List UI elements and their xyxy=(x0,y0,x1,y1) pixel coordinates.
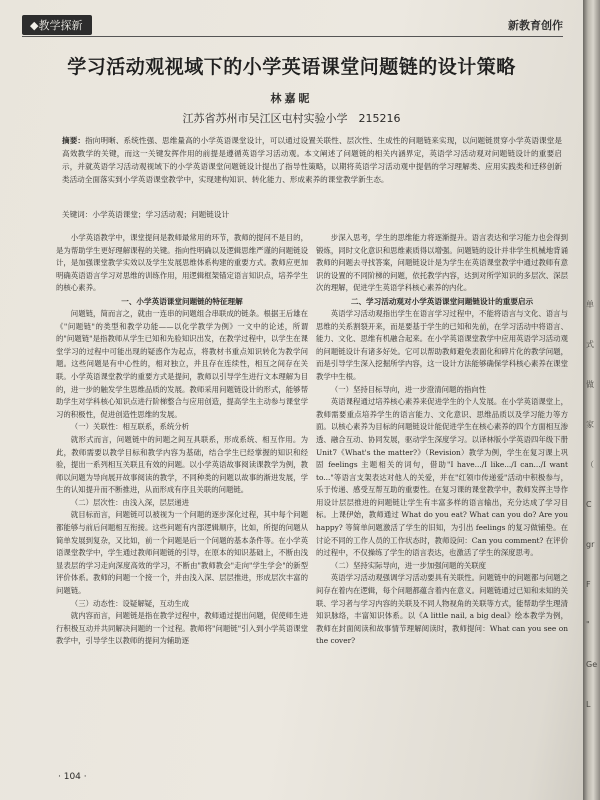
subsection-heading: （三）动态性：设疑解疑，互动生成 xyxy=(70,598,190,608)
edge-text-fragment: 单 xyxy=(586,300,594,309)
page-header xyxy=(22,14,563,37)
body-paragraph: 英语课程通过培养核心素养来促进学生的个人发展。在小学英语课堂上，教师需要重点培养学生的语言能力、文化意识、思维品质以及学习能力等方面。以核心素养为目标的问题链设计能促进学生在核心素养的四个方面相互渗透、融合互动、协同发展，驱动学生深度学习。以译林版小学英语四年级下册 Unit7《What's the matter?》（Revision）教学为例，学生在复习课上巩固 feelings 主题相关的词句，借助"I have.../I like.../I can.../I want to..."等语言支架表达对他人的关爱，并在"红领巾传递爱"活动中积极参与，乐于传递、感受互帮互助的重要性。在复习课的课堂教学中，教师发挥主导作用设计层层推进的问题链让学生有丰富多样的语言输出，充分达成了学习目标。上课伊始，教师通过 What do you eat? What can you do? Are you happy? 等简单问题激活了学生的旧知，为引出 feelings 的复习做铺垫。在讨论不同的工作人员的工作状态时，教师设问：Can you comment? 在评价的过程中，不仅操练了学生的语言表达，也激活了学生的深度思考。 xyxy=(316,397,568,558)
author-affiliation: 江苏省苏州市吴江区屯村实验小学 215216 xyxy=(182,112,401,125)
edge-text-fragment: Ge xyxy=(586,660,598,669)
keywords-label: 关键词： xyxy=(62,210,93,219)
article-author: 林嘉昵 xyxy=(270,92,313,105)
edge-text-fragment: F xyxy=(586,580,591,589)
edge-text-fragment: gr xyxy=(586,540,595,549)
journal-brand: 新教育创作 xyxy=(508,19,563,32)
abstract-label: 摘要： xyxy=(62,136,86,145)
edge-text-fragment: " xyxy=(586,620,590,629)
subsection-heading: （二）层次性：由浅入深，层层递进 xyxy=(70,497,190,507)
abstract xyxy=(62,134,562,186)
body-paragraph: 英语学习活动观强调学习活动要具有关联性。问题链中的问题都与问题之间存在着内在逻辑，每个问题都蕴含着内在意义。问题链通过已知和未知的关联、学习者与学习内容的关联及不同人物视角的关联等方式，能帮助学生理清知识脉络，丰富知识体系。以《A little nail, a big deal》绘本教学为例，教师在封面阅读和故事情节理解阅读时，教师提问：What can you see on the cover? xyxy=(316,573,568,646)
edge-text-fragment: （ xyxy=(586,460,594,469)
edge-text-fragment: C xyxy=(586,500,592,509)
body-column-left xyxy=(56,232,308,762)
keywords-text: 小学英语课堂；学习活动观；问题链设计 xyxy=(92,210,230,219)
page-number: · 104 · xyxy=(58,772,87,782)
adjacent-page-edge xyxy=(583,0,600,800)
body-paragraph: 就形式而言，问题链中的问题之间互具联系，形成系统、相互作用。为此，教师需要以教学目标和教学内容为基础，结合学生已经掌握的知识和经验，提出一系列相互关联且有效的问题。以小学英语故事阅读课教学为例，教师以问题为导向展开故事阅读的教学，不同种类的问题以故事的渐进发展，学生的认知提升而不断推进，从而形成有序且关联的问题链。 xyxy=(56,434,308,495)
abstract-text: 指向明晰、系统性强、思维量高的小学英语课堂设计，可以通过设置关联性、层次性、生成性的问题链来实现，以问题链贯穿小学英语课堂是高效教学的关键，而这一关键发挥作用的前提是遵循英语学习活动观。本文阐述了问题链的相关内涵界定，英语学习活动观对问题链设计的重要启示，并就英语学习活动观视域下的小学英语课堂问题链设计提出了指导性策略，以期将英语学习活动观中提倡的学习理解类、应用实践类和迁移创新类活动全面落实到小学英语课堂教学中，实现建构知识、转化能力、形成素养的课堂教学新生态。 xyxy=(62,136,563,184)
body-paragraph: 问题链，简而言之，就由一连串的问题组合串联成的链条。根据王后雄在《"问题链"的类型和教学功能——以化学教学为例》一文中的论述，所谓的"问题链"是指教师从学生已知和先验知识出发，在教学过程中，以学生在课堂学习的过程中可能出现的疑惑作为起点，将教材书重点知识转化为教学问题。这些问题是有中心性的，相对独立，并且存在连续性，相互之间存在关联。小学英语课堂教学的重要方式是提问，教师以引导学生进行文本理解为目的，进一步的触发学生思维品质的发展。教师采用问题链设计的形式，能够帮助学生对学科核心知识点进行阶梯整合与应用创造，提高学生主动参与课堂学习的积极性，促进创造性思维的发展。 xyxy=(56,308,308,419)
body-column-right xyxy=(316,232,568,762)
body-paragraph: 英语学习活动观指出学生在语言学习过程中，不能将语言与文化、语言与思维的关系割裂开来，而是要基于学生的已知和先前，在学习活动中将语言、能力、文化、思维有机融合起来。在小学英语课堂教学中应用英语学习活动观的问题链设计有诸多好处。它可以帮助教师避免表面化和碎片化的教学问题，而是引导学生深入挖掘所学内容，这一设计方法能够确保学科核心素养在课堂教学中生根。 xyxy=(316,308,568,381)
subsection-heading: （一）坚持目标导向，进一步澄清问题的指向性 xyxy=(330,384,487,394)
body-paragraph: 小学英语教学中，课堂提问是教师最常用的环节，教师的提问不是目的，是为帮助学生更好理解课程的关键。指向性明确以及逻辑思维严谨的问题链设计，是加强课堂教学实效以及学生发展思维体系构建的重要方式。教师应更加明确英语语言学习对思维的训练作用，用逻辑框架锚定语言知识点，培养学生的核心素养。 xyxy=(56,233,308,293)
body-paragraph: 步深入思考，学生的思维能力将逐渐提升。语言表达和学习能力也会得到锻炼，同时文化意识和思维素质得以增强。问题链的设计并非学生机械地背诵教师的问题去寻找答案，问题链设计是为学生在英语课堂教学中通过教师有意识的设置的不同阶梯的问题，依托教学内容，达到对所学知识的多层次、深层次的理解，促进学生英语学科核心素养的内化。 xyxy=(316,233,568,293)
subsection-heading: （一）关联性：相互联系，系统分析 xyxy=(70,422,190,432)
edge-text-fragment: 式 xyxy=(586,340,594,349)
edge-text-fragment: 家 xyxy=(586,420,594,429)
section-heading: 二、学习活动观对小学英语课堂问题链设计的重要启示 xyxy=(350,296,534,306)
body-paragraph: 就内容而言，问题链是指在教学过程中，教师通过提出问题，促使师生进行积极互动并共同解决问题的一个过程。教师将"问题链"引入到小学英语课堂教学中，引导学生以教师的提问为辅助逐 xyxy=(56,611,308,646)
keywords xyxy=(62,208,562,221)
section-heading: 一、小学英语课堂问题链的特征理解 xyxy=(121,296,243,306)
column-label: ◆教学探新 xyxy=(22,15,92,35)
article-title: 学习活动观视域下的小学英语课堂问题链的设计策略 xyxy=(67,56,516,78)
edge-text-fragment: L xyxy=(586,700,591,709)
body-paragraph: 就目标而言，问题链可以被视为一个问题的逐步深化过程，其中每个问题都能够与前后问题相互衔接。这些问题有内部逻辑顺序，比如，所提的问题从简单发展到复杂，又比如，前一个问题是后一个问题的基本条件等。在小学英语课堂教学中，学生通过教师问题链的引导，在原本的知识基础上，不断由浅显表层的学习走向深度高效的学习，不断由"教师教会"走向"学生学会"的新型评价体系。教师的问题一个接一个，并由浅入深、层层推进，形成层次丰富的问题链。 xyxy=(56,510,308,596)
edge-text-fragment: 做 xyxy=(586,380,594,389)
subsection-heading: （二）坚持实际导向，进一步加强问题的关联度 xyxy=(330,560,487,570)
